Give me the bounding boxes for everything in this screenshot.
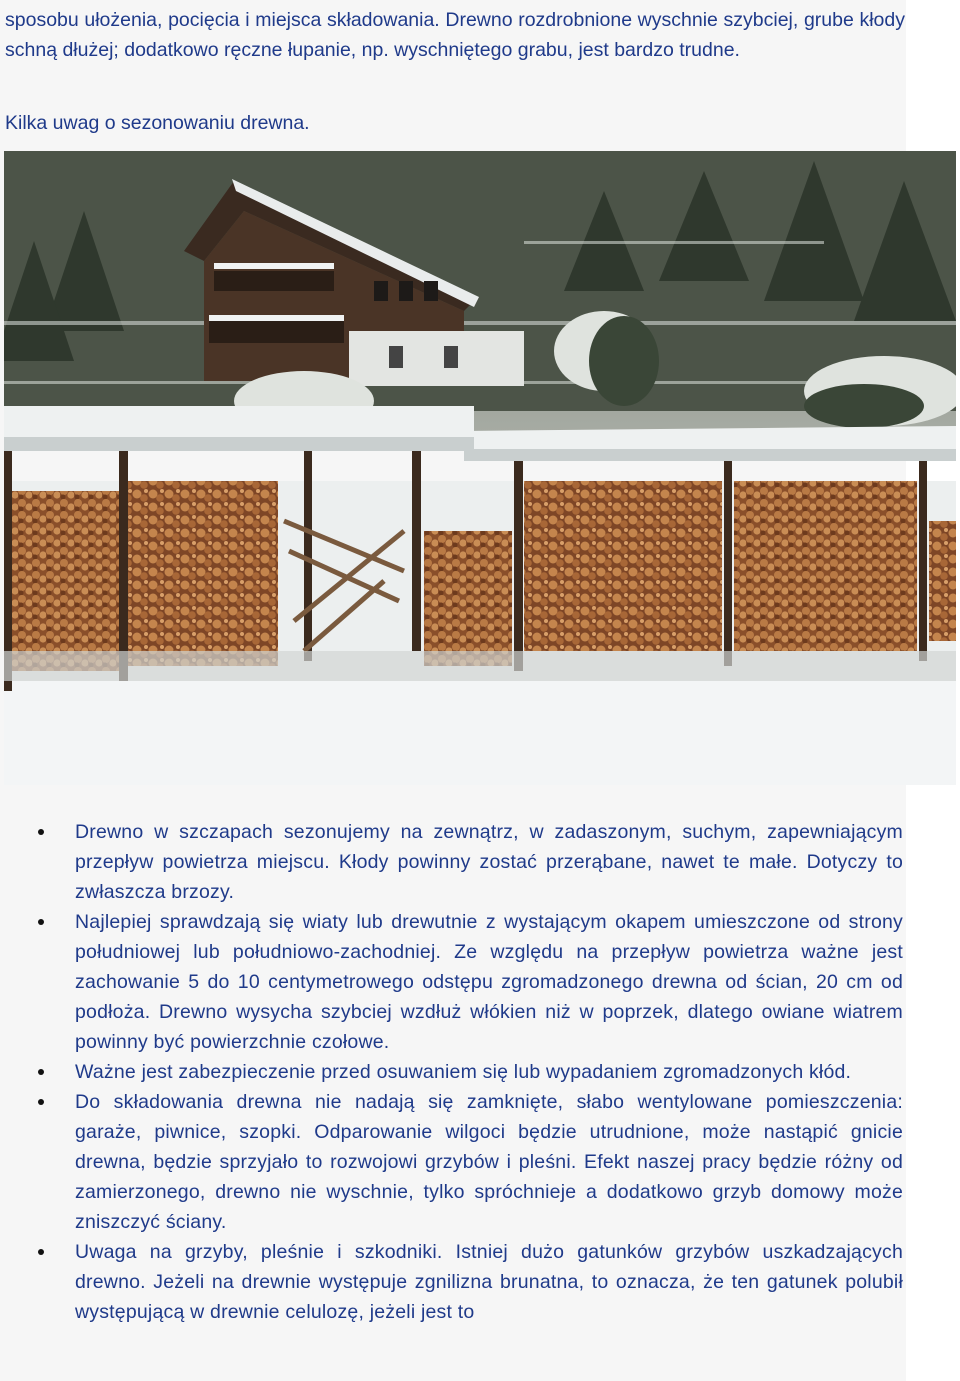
woodpile-photo xyxy=(4,151,956,785)
list-item-text: Najlepiej sprawdzają się wiaty lub drewutnie z wystającym okapem umieszczone od strony południowej lub południowo-zachodniej. Ze względu na przepływ powietrza ważne jest zachowanie 5 do 10 centymetrowego odstępu zgromadzonego drewna od ścian, 20 cm od podłoża. Drewno wysycha szybciej wzdłuż włókien niż w poprzek, dlatego owiane wiatrem powinny być powierzchnie czołowe. xyxy=(75,911,903,1053)
list-item-text: Do składowania drewna nie nadają się zamknięte, słabo wentylowane pomieszczenia: garaże, piwnice, szopki. Odparowanie wilgoci będzie utrudnione, może nastąpić gnicie drewna, będzie sprzyjało to rozwojowi grzybów i pleśni. Efekt naszej pracy będzie różny od zamierzonego, drewno nie wyschnie, tylko spróchnieje a dodatkowo grzyb domowy może zniszczyć ściany. xyxy=(75,1091,903,1233)
list-item xyxy=(0,1237,906,1327)
intro-text: sposobu ułożenia, pocięcia i miejsca składowania. Drewno rozdrobnione wyschnie szybciej, grube kłody schną dłużej; dodatkowo ręczne łupanie, np. wyschniętego grabu, jest bardzo trudne. xyxy=(5,9,905,61)
list-item-text: Drewno w szczapach sezonujemy na zewnątrz, w zadaszonym, suchym, zapewniającym przepływ powietrza miejscu. Kłody powinny zostać przerąbane, nawet te małe. Dotyczy to zwłaszcza brzozy. xyxy=(75,821,903,903)
section-heading: Kilka uwag o sezonowaniu drewna. xyxy=(5,112,310,134)
intro-paragraph xyxy=(5,5,905,65)
list-item-text: Uwaga na grzyby, pleśnie i szkodniki. Istniej dużo gatunków grzybów uszkadzających drewno. Jeżeli na drewnie występuje zgnilizna brunatna, to oznacza, że ten gatunek polubił występującą w drewnie celulozę, jeżeli jest to xyxy=(75,1241,903,1323)
list-item xyxy=(0,1057,906,1087)
bullet-icon xyxy=(38,1069,44,1075)
bullet-icon xyxy=(38,1249,44,1255)
bullet-list xyxy=(0,817,906,1327)
list-item xyxy=(0,907,906,1057)
list-item xyxy=(0,817,906,907)
bullet-icon xyxy=(38,829,44,835)
bullet-icon xyxy=(38,1099,44,1105)
list-item-text: Ważne jest zabezpieczenie przed osuwaniem się lub wypadaniem zgromadzonych kłód. xyxy=(75,1061,852,1083)
bullet-icon xyxy=(38,919,44,925)
list-item xyxy=(0,1087,906,1237)
